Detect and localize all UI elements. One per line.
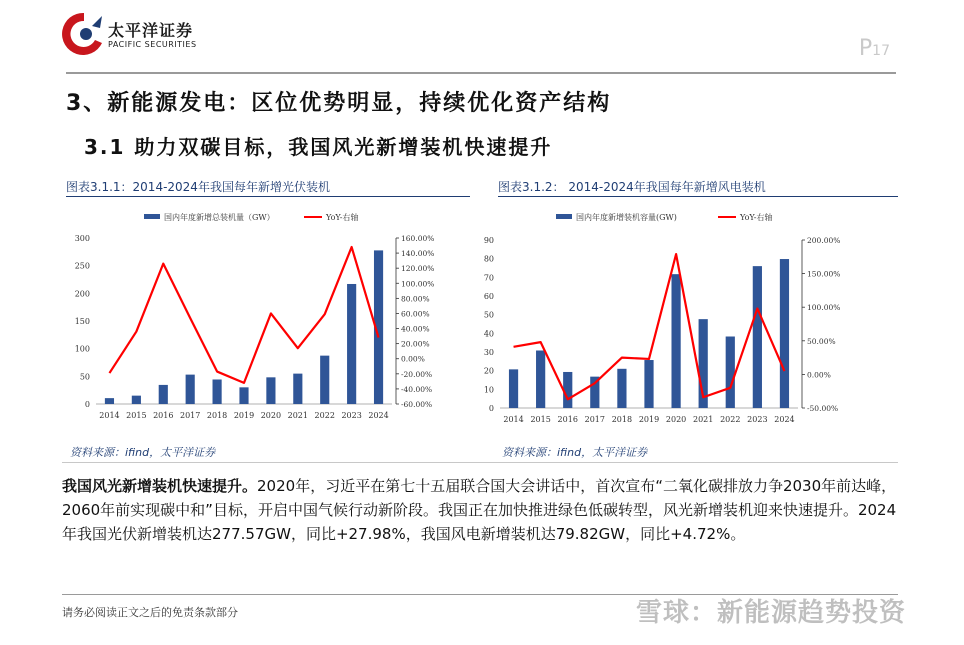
bar bbox=[617, 369, 626, 408]
bar bbox=[293, 374, 302, 404]
chart1-title-rule bbox=[66, 196, 470, 197]
y-tick-label: 300 bbox=[74, 234, 90, 243]
y-tick-label: 40 bbox=[483, 329, 494, 339]
legend-bar-label: 国内年度新增装机容量(GW) bbox=[576, 213, 677, 222]
watermark-text: 雪球：新能源趋势投资 bbox=[636, 598, 907, 628]
section-title: 3、新能源发电：区位优势明显，持续优化资产结构 bbox=[66, 91, 612, 116]
page-number: P17 bbox=[858, 36, 890, 61]
header-divider bbox=[66, 72, 896, 74]
chart2-wind-installations bbox=[474, 200, 898, 430]
chart2-source: 资料来源：ifind，太平洋证券 bbox=[502, 446, 648, 459]
bar bbox=[753, 266, 762, 408]
legend-bar-swatch bbox=[556, 214, 572, 219]
x-tick-label: 2021 bbox=[287, 411, 308, 420]
charts-divider bbox=[62, 462, 898, 463]
subsection-title: 3.1 助力双碳目标，我国风光新增装机快速提升 bbox=[84, 135, 553, 159]
legend-line-label: YoY-右轴 bbox=[740, 213, 773, 222]
bar bbox=[159, 385, 168, 404]
chart2-title: 图表3.1.2： 2014-2024年我国每年新增风电装机 bbox=[498, 180, 766, 194]
y2-tick-label: 100.00% bbox=[807, 303, 841, 313]
bar bbox=[671, 274, 680, 408]
legend-bar-label: 国内年度新增总装机量（GW） bbox=[164, 213, 275, 222]
y2-tick-label: 100.00% bbox=[401, 279, 435, 289]
x-tick-label: 2019 bbox=[638, 415, 660, 424]
disclaimer: 请务必阅读正文之后的免责条款部分 bbox=[62, 606, 238, 619]
y2-tick-label: 160.00% bbox=[401, 234, 435, 243]
chart1-source: 资料来源：ifind，太平洋证券 bbox=[70, 446, 216, 459]
x-tick-label: 2019 bbox=[233, 411, 255, 420]
bar bbox=[509, 369, 518, 408]
x-tick-label: 2021 bbox=[693, 415, 714, 424]
y2-tick-label: 150.00% bbox=[807, 269, 841, 279]
bar bbox=[726, 337, 735, 408]
x-tick-label: 2023 bbox=[747, 415, 768, 424]
x-tick-label: 2014 bbox=[503, 415, 524, 424]
bar bbox=[644, 360, 653, 408]
y-tick-label: 200 bbox=[74, 289, 90, 299]
bar bbox=[239, 387, 248, 404]
body-text: 2020年，习近平在第七十五届联合国大会讲话中，首次宣布“二氧化碳排放力争2030年前达峰，2060年前实现碳中和”目标，开启中国气候行动新阶段。我国正在加快推进绿色低碳转型，风光新增装机迎来快速提升。2024年我国光伏新增装机达277.57GW，同比+27.98%，我国风电新增装机达79.82GW，同比+4.72%。 bbox=[62, 477, 897, 543]
x-tick-label: 2018 bbox=[206, 411, 228, 420]
y2-tick-label: -40.00% bbox=[401, 384, 433, 394]
x-tick-label: 2017 bbox=[180, 411, 201, 420]
body-lead: 我国风光新增装机快速提升。 bbox=[62, 477, 258, 495]
y-tick-label: 20 bbox=[483, 366, 494, 376]
bar bbox=[320, 356, 329, 404]
y-tick-label: 80 bbox=[483, 254, 494, 264]
y2-tick-label: -60.00% bbox=[401, 400, 433, 409]
x-tick-label: 2014 bbox=[99, 411, 120, 420]
legend bbox=[556, 212, 773, 222]
x-tick-label: 2023 bbox=[341, 411, 362, 420]
x-tick-label: 2024 bbox=[368, 411, 389, 420]
bar bbox=[105, 398, 114, 404]
bar bbox=[266, 377, 275, 404]
x-tick-label: 2015 bbox=[530, 415, 551, 424]
x-tick-label: 2020 bbox=[665, 415, 687, 424]
chart1-pv-installations bbox=[62, 200, 474, 430]
x-tick-label: 2016 bbox=[153, 411, 174, 420]
x-tick-label: 2020 bbox=[260, 411, 282, 420]
bar bbox=[213, 379, 222, 404]
bar bbox=[186, 375, 195, 404]
y-tick-label: 100 bbox=[74, 344, 90, 354]
y2-tick-label: 140.00% bbox=[401, 249, 435, 259]
x-tick-label: 2015 bbox=[126, 411, 147, 420]
x-tick-label: 2016 bbox=[557, 415, 578, 424]
y-tick-label: 150 bbox=[74, 317, 90, 326]
y2-tick-label: 20.00% bbox=[401, 339, 430, 349]
y2-tick-label: -50.00% bbox=[807, 404, 839, 413]
y-tick-label: 30 bbox=[483, 348, 494, 357]
y2-tick-label: 80.00% bbox=[401, 294, 430, 304]
y2-tick-label: 60.00% bbox=[401, 309, 430, 319]
y-tick-label: 50 bbox=[483, 310, 494, 320]
y-tick-label: 60 bbox=[483, 292, 494, 301]
chart2-title-rule bbox=[498, 196, 898, 197]
y2-tick-label: 50.00% bbox=[807, 336, 836, 346]
y2-tick-label: -20.00% bbox=[401, 369, 433, 379]
legend-bar-swatch bbox=[144, 214, 160, 219]
x-tick-label: 2017 bbox=[584, 415, 605, 424]
bar bbox=[536, 351, 545, 408]
y2-tick-label: 0.00% bbox=[401, 354, 425, 364]
y-tick-label: 0 bbox=[84, 400, 90, 409]
y2-tick-label: 200.00% bbox=[807, 236, 841, 245]
bar bbox=[132, 396, 141, 404]
x-tick-label: 2024 bbox=[774, 415, 795, 424]
y-tick-label: 10 bbox=[483, 385, 494, 395]
logo-mark-icon bbox=[62, 10, 106, 58]
legend-line-label: YoY-右轴 bbox=[326, 213, 359, 222]
chart1-title: 图表3.1.1：2014-2024年我国每年新增光伏装机 bbox=[66, 180, 330, 194]
bar bbox=[780, 259, 789, 408]
y2-tick-label: 0.00% bbox=[807, 370, 831, 380]
x-tick-label: 2022 bbox=[314, 411, 335, 420]
body-paragraph bbox=[62, 474, 902, 546]
y-tick-label: 0 bbox=[488, 404, 494, 413]
yoy-line bbox=[109, 247, 378, 383]
logo-text-cn: 太平洋证券 bbox=[108, 21, 194, 40]
x-tick-label: 2018 bbox=[611, 415, 633, 424]
y2-tick-label: 40.00% bbox=[401, 324, 430, 334]
y-tick-label: 50 bbox=[79, 372, 90, 382]
legend bbox=[144, 212, 359, 222]
x-tick-label: 2022 bbox=[720, 415, 741, 424]
bar bbox=[347, 284, 356, 404]
y2-tick-label: 120.00% bbox=[401, 264, 435, 274]
y-tick-label: 90 bbox=[483, 236, 494, 245]
y-tick-label: 250 bbox=[74, 261, 90, 271]
y-tick-label: 70 bbox=[483, 273, 494, 283]
logo-text-en: PACIFIC SECURITIES bbox=[108, 40, 197, 49]
